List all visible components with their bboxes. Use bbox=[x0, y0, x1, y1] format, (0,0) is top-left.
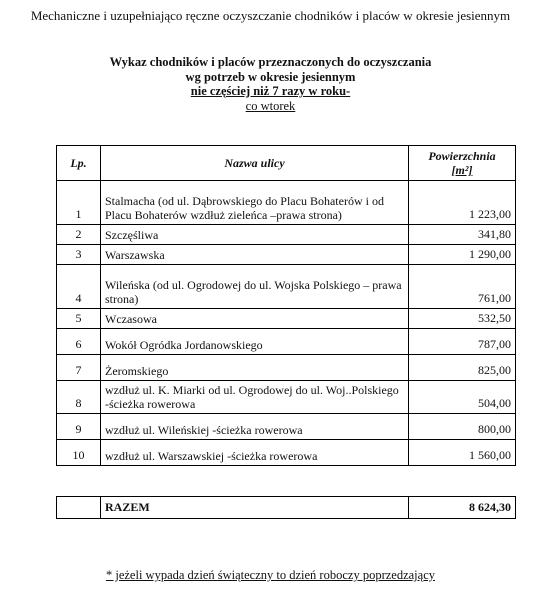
list-title bbox=[0, 55, 541, 113]
row-street-name: Wokół Ogródka Jordanowskiego bbox=[101, 329, 409, 355]
streets-table bbox=[56, 145, 516, 466]
row-lp: 1 bbox=[57, 181, 101, 225]
row-lp: 9 bbox=[57, 414, 101, 440]
list-title-line-4: co wtorek bbox=[245, 98, 296, 113]
row-street-name: Stalmacha (od ul. Dąbrowskiego do Placu Bohaterów i od Placu Bohaterów wzdłuż zieleńca –prawa strona) bbox=[101, 181, 409, 225]
header-lp: Lp. bbox=[57, 146, 101, 181]
row-street-name: Szczęśliwa bbox=[101, 225, 409, 245]
header-area bbox=[409, 146, 516, 181]
table-row bbox=[57, 440, 516, 466]
row-area: 787,00 bbox=[409, 329, 516, 355]
row-lp: 3 bbox=[57, 245, 101, 265]
total-value: 8 624,30 bbox=[409, 497, 516, 519]
header-name: Nazwa ulicy bbox=[101, 146, 409, 181]
table-header-row bbox=[57, 146, 516, 181]
row-street-name: Wczasowa bbox=[101, 309, 409, 329]
row-area: 504,00 bbox=[409, 381, 516, 414]
row-lp: 4 bbox=[57, 265, 101, 309]
table-row bbox=[57, 181, 516, 225]
table-row bbox=[57, 265, 516, 309]
list-title-line-3: nie częściej niż 7 razy w roku- bbox=[190, 84, 351, 98]
total-label: RAZEM bbox=[101, 497, 409, 519]
header-area-line-2: [m²] bbox=[451, 163, 473, 177]
row-area: 761,00 bbox=[409, 265, 516, 309]
row-lp: 10 bbox=[57, 440, 101, 466]
row-area: 1 560,00 bbox=[409, 440, 516, 466]
row-area: 1 290,00 bbox=[409, 245, 516, 265]
row-area: 1 223,00 bbox=[409, 181, 516, 225]
row-area: 825,00 bbox=[409, 355, 516, 381]
row-area: 341,80 bbox=[409, 225, 516, 245]
row-lp: 6 bbox=[57, 329, 101, 355]
table-body bbox=[57, 181, 516, 466]
table-row bbox=[57, 329, 516, 355]
total-row bbox=[57, 497, 516, 519]
row-lp: 5 bbox=[57, 309, 101, 329]
row-street-name: wzdłuż ul. Wileńskiej -ścieżka rowerowa bbox=[101, 414, 409, 440]
table-row bbox=[57, 355, 516, 381]
row-street-name: Wileńska (od ul. Ogrodowej do ul. Wojska Polskiego – prawa strona) bbox=[101, 265, 409, 309]
row-lp: 8 bbox=[57, 381, 101, 414]
row-lp: 7 bbox=[57, 355, 101, 381]
table-row bbox=[57, 381, 516, 414]
row-street-name: wzdłuż ul. K. Miarki od ul. Ogrodowej do ul. Woj..Polskiego -ścieżka rowerowa bbox=[101, 381, 409, 414]
total-empty-cell bbox=[57, 497, 101, 519]
page-header: Mechaniczne i uzupełniająco ręczne oczyszczanie chodników i placów w okresie jesiennym bbox=[30, 8, 511, 23]
header-area-line-1: Powierzchnia bbox=[428, 149, 496, 163]
row-area: 800,00 bbox=[409, 414, 516, 440]
total-table bbox=[56, 496, 516, 519]
row-lp: 2 bbox=[57, 225, 101, 245]
row-street-name: wzdłuż ul. Warszawskiej -ścieżka rowerowa bbox=[101, 440, 409, 466]
footnote: * jeżeli wypada dzień świąteczny to dzień roboczy poprzedzający bbox=[105, 568, 435, 582]
row-street-name: Warszawska bbox=[101, 245, 409, 265]
list-title-line-2: wg potrzeb w okresie jesiennym bbox=[185, 69, 356, 84]
table-row bbox=[57, 225, 516, 245]
table-row bbox=[57, 245, 516, 265]
row-street-name: Żeromskiego bbox=[101, 355, 409, 381]
table-row bbox=[57, 414, 516, 440]
row-area: 532,50 bbox=[409, 309, 516, 329]
table-row bbox=[57, 309, 516, 329]
list-title-line-1: Wykaz chodników i placów przeznaczonych do oczyszczania bbox=[109, 55, 432, 69]
